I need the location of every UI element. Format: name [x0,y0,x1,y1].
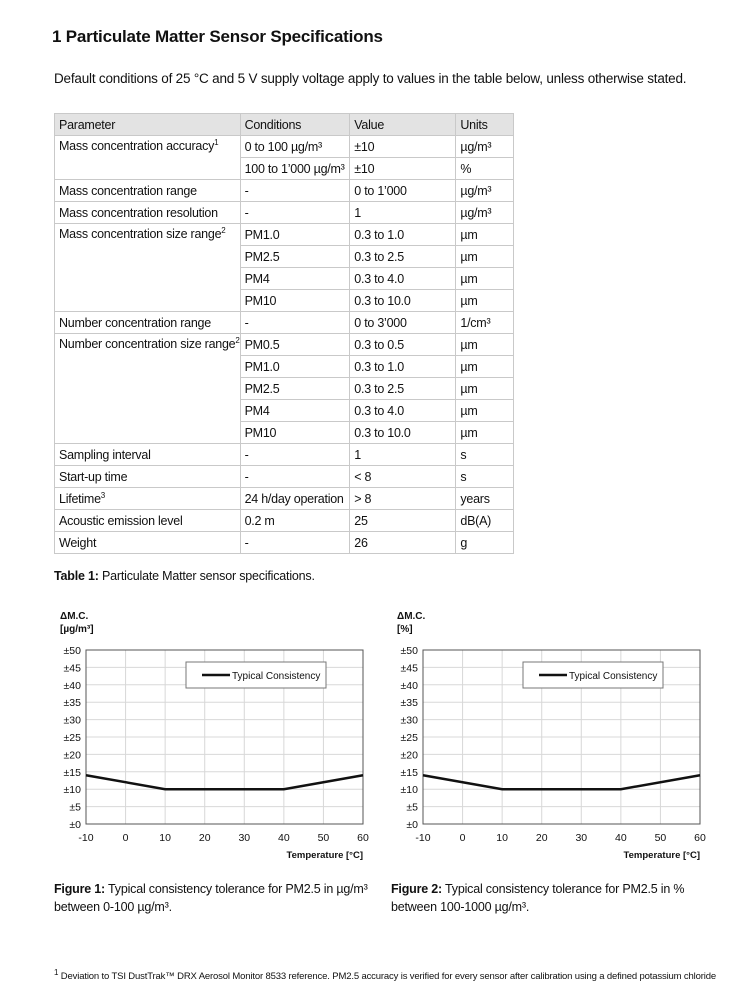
header-units: Units [456,114,514,136]
table-caption-label: Table 1: [54,569,99,583]
parameter-name: Mass concentration accuracy [59,139,215,153]
x-tick-label: 10 [159,832,171,844]
conditions-cell: PM1.0 [240,356,350,378]
units-cell: µm [456,334,514,356]
parameter-cell [55,334,241,444]
value-cell: < 8 [350,466,456,488]
value-cell: 0 to 3’000 [350,312,456,334]
section-title: 1 Particulate Matter Sensor Specifications [52,27,383,46]
parameter-name: Mass concentration resolution [59,205,218,220]
parameter-cell [55,488,241,510]
conditions-cell: PM4 [240,400,350,422]
value-cell: 0.3 to 0.5 [350,334,456,356]
units-cell: years [456,488,514,510]
parameter-name: Number concentration range [59,315,211,330]
y-tick-label: ±15 [63,766,81,779]
header-value: Value [350,114,456,136]
figure-1-label: Figure 1: [54,882,105,896]
y-tick-label: ±25 [63,732,81,744]
table-row [55,466,514,488]
x-tick-label: 50 [654,832,667,844]
footnote-ref: 2 [221,225,226,235]
value-cell: 0.3 to 4.0 [350,400,456,422]
conditions-cell: PM10 [240,290,350,312]
table-header-row [55,114,514,136]
y-tick-label: ±45 [400,662,418,675]
x-tick-label: 0 [459,832,466,844]
y-axis-label: [µg/m³] [60,624,94,635]
y-tick-label: ±45 [63,662,81,675]
y-tick-label: ±50 [400,645,418,657]
units-cell: µm [456,422,514,444]
value-cell: 0.3 to 10.0 [350,422,456,444]
parameter-cell [55,180,241,202]
parameter-name: Lifetime [59,491,101,506]
table-row [55,510,514,532]
value-cell: 0.3 to 1.0 [350,224,456,246]
conditions-cell: - [240,180,350,202]
x-tick-label: 40 [278,832,290,844]
y-tick-label: ±10 [400,784,418,797]
units-cell: 1/cm³ [456,312,514,334]
conditions-cell: PM10 [240,422,350,444]
y-tick-label: ±25 [400,732,418,744]
conditions-cell: - [240,532,350,554]
parameter-cell [55,532,241,554]
conditions-cell: - [240,202,350,224]
table-row [55,136,514,158]
footnote-text: Deviation to TSI DustTrak™ DRX Aerosol Monitor 8533 reference. PM2.5 accuracy is verified for every sensor after calibration using a defined potassium chloride [58,971,716,982]
y-tick-label: ±10 [63,784,81,797]
x-tick-label: 50 [317,832,330,844]
table-caption-text: Particulate Matter sensor specifications. [98,569,315,583]
table-row [55,224,514,246]
x-tick-label: -10 [78,832,94,844]
x-tick-label: 60 [357,832,369,844]
units-cell: µm [456,224,514,246]
footnote-ref: 2 [235,335,240,345]
value-cell: 0 to 1’000 [350,180,456,202]
parameter-cell [55,312,241,334]
parameter-name: Sampling interval [59,447,151,462]
units-cell: µm [456,356,514,378]
value-cell: ±10 [350,158,456,180]
conditions-cell: PM1.0 [240,224,350,246]
parameter-cell [55,202,241,224]
conditions-cell: - [240,466,350,488]
x-tick-label: -10 [415,832,431,844]
x-tick-label: 60 [694,832,706,844]
y-tick-label: ±20 [400,749,418,762]
value-cell: 25 [350,510,456,532]
parameter-cell [55,136,241,180]
y-tick-label: ±0 [406,819,418,831]
units-cell: s [456,444,514,466]
figure-1-caption [54,880,368,916]
parameter-name: Mass concentration size range [59,227,222,241]
value-cell: > 8 [350,488,456,510]
y-tick-label: ±5 [69,801,81,814]
specifications-table [54,113,514,554]
x-axis-label: Temperature [°C] [623,850,700,861]
chart-figure-2 [387,605,712,870]
x-tick-label: 30 [575,832,588,844]
y-axis-label: ΔM.C. [397,611,426,622]
conditions-cell: - [240,312,350,334]
table-body [55,136,514,554]
table-row [55,444,514,466]
value-cell: 0.3 to 4.0 [350,268,456,290]
x-tick-label: 40 [615,832,627,844]
units-cell: µm [456,400,514,422]
figure-2-text: Typical consistency tolerance for PM2.5 in % [441,882,685,896]
value-cell: ±10 [350,136,456,158]
value-cell: 0.3 to 2.5 [350,246,456,268]
legend-label: Typical Consistency [569,671,658,682]
units-cell: g [456,532,514,554]
y-tick-label: ±35 [400,697,418,710]
parameter-name: Mass concentration range [59,183,197,198]
table-row [55,312,514,334]
parameter-name: Number concentration size range [59,337,236,351]
units-cell: µm [456,268,514,290]
footnote-ref: 3 [100,490,105,500]
table-row [55,180,514,202]
table-row [55,488,514,510]
value-cell: 26 [350,532,456,554]
conditions-cell: PM0.5 [240,334,350,356]
parameter-cell [55,224,241,312]
y-tick-label: ±40 [400,679,418,692]
y-tick-label: ±20 [63,749,81,762]
units-cell: s [456,466,514,488]
conditions-cell: PM4 [240,268,350,290]
parameter-cell [55,510,241,532]
conditions-cell: - [240,444,350,466]
units-cell: dB(A) [456,510,514,532]
x-tick-label: 20 [198,832,211,844]
conditions-cell: 24 h/day operation [240,488,350,510]
figure-1-text: Typical consistency tolerance for PM2.5 in µg/m³ [104,882,368,896]
y-axis-label: ΔM.C. [60,611,89,622]
table-row [55,532,514,554]
units-cell: µg/m³ [456,136,514,158]
legend-label: Typical Consistency [232,671,321,682]
units-cell: µm [456,246,514,268]
parameter-name: Weight [59,535,97,550]
y-tick-label: ±40 [63,679,81,692]
table-caption [54,569,315,583]
header-parameter: Parameter [55,114,241,136]
figure-1-text-line2: between 0-100 µg/m³. [54,900,172,914]
y-tick-label: ±15 [400,766,418,779]
x-tick-label: 10 [496,832,508,844]
value-cell: 0.3 to 2.5 [350,378,456,400]
x-tick-label: 30 [238,832,251,844]
y-tick-label: ±5 [406,801,418,814]
value-cell: 0.3 to 1.0 [350,356,456,378]
value-cell: 0.3 to 10.0 [350,290,456,312]
x-axis-label: Temperature [°C] [286,850,363,861]
y-axis-label: [%] [397,624,413,635]
series-line [86,775,363,789]
y-tick-label: ±0 [69,819,81,831]
parameter-cell [55,444,241,466]
conditions-cell: 0.2 m [240,510,350,532]
x-tick-label: 0 [122,832,129,844]
footnote-ref: 1 [214,137,219,147]
intro-text: Default conditions of 25 °C and 5 V supply voltage apply to values in the table below, unless otherwise stated. [54,71,687,86]
chart-figure-1 [50,605,375,870]
x-tick-label: 20 [535,832,548,844]
units-cell: µg/m³ [456,202,514,224]
y-tick-label: ±30 [63,714,81,727]
conditions-cell: 0 to 100 µg/m³ [240,136,350,158]
footnote [54,967,716,982]
units-cell: % [456,158,514,180]
parameter-name: Acoustic emission level [59,513,183,528]
figure-2-text-line2: between 100-1000 µg/m³. [391,900,530,914]
y-tick-label: ±30 [400,714,418,727]
units-cell: µm [456,378,514,400]
figure-2-caption [391,880,684,916]
parameter-name: Start-up time [59,469,128,484]
parameter-cell [55,466,241,488]
y-tick-label: ±50 [63,645,81,657]
header-conditions: Conditions [240,114,350,136]
units-cell: µg/m³ [456,180,514,202]
value-cell: 1 [350,444,456,466]
table-row [55,202,514,224]
conditions-cell: PM2.5 [240,378,350,400]
footnote-marker: 1 [54,967,59,977]
table-row [55,334,514,356]
y-tick-label: ±35 [63,697,81,710]
conditions-cell: PM2.5 [240,246,350,268]
value-cell: 1 [350,202,456,224]
conditions-cell: 100 to 1’000 µg/m³ [240,158,350,180]
figure-2-label: Figure 2: [391,882,442,896]
units-cell: µm [456,290,514,312]
series-line [423,775,700,789]
